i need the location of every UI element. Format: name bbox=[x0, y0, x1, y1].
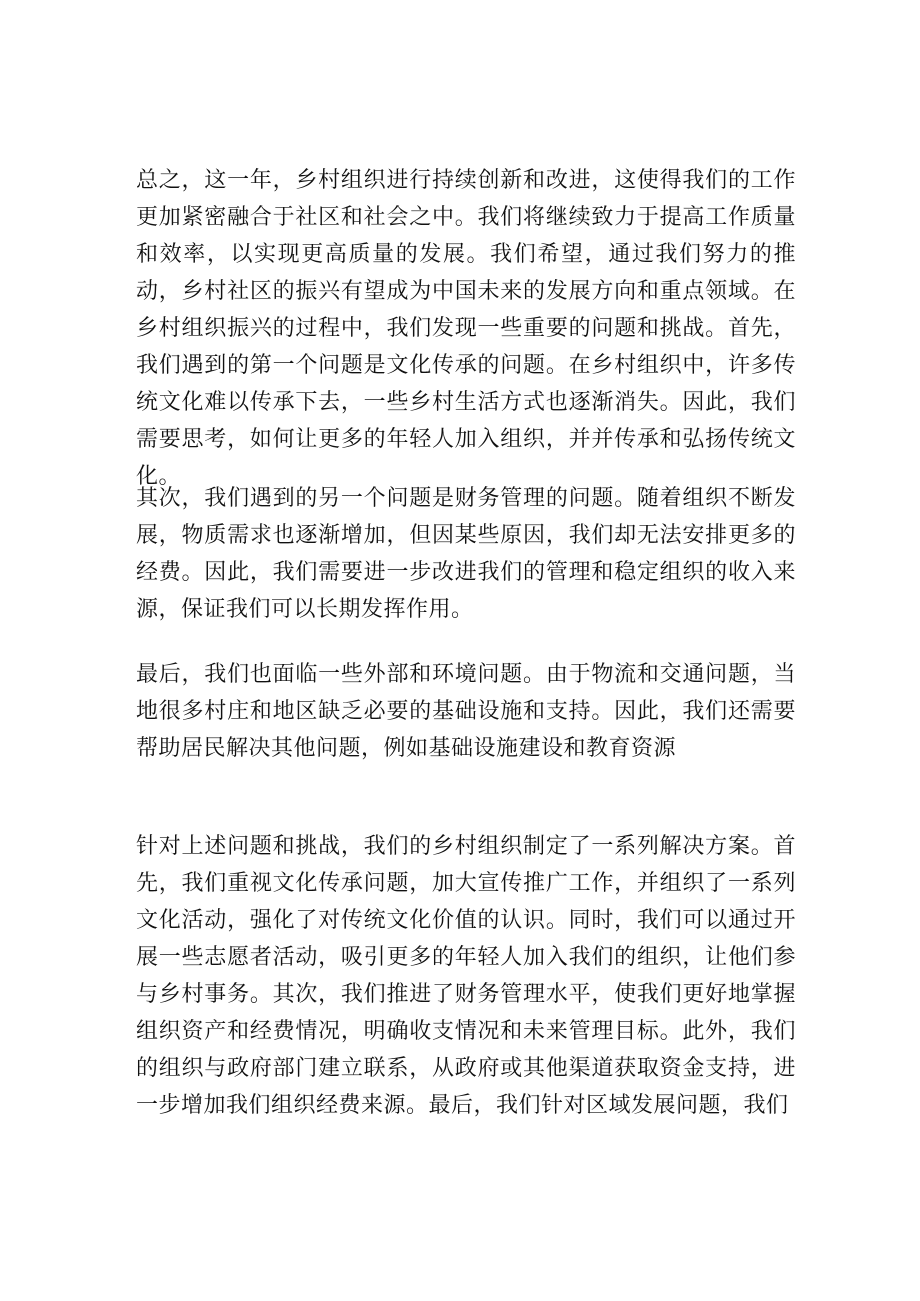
paragraph-solutions: 针对上述问题和挑战，我们的乡村组织制定了一系列解决方案。首先，我们重视文化传承问题，加大宣传推广工作，并组织了一系列文化活动，强化了对传统文化价值的认识。同时，我们可以通过开展一些志愿者活动，吸引更多的年轻人加入我们的组织，让他们参与乡村事务。其次，我们推进了财务管理水平，使我们更好地掌握组织资产和经费情况，明确收支情况和未来管理目标。此外，我们的组织与政府部门建立联系，从政府或其他渠道获取资金支持，进一步增加我们组织经费来源。最后，我们针对区域发展问题，我们 bbox=[136, 834, 796, 1118]
paragraph-external-issue: 最后，我们也面临一些外部和环境问题。由于物流和交通问题，当地很多村庄和地区缺乏必要的基础设施和支持。因此，我们还需要帮助居民解决其他问题，例如基础设施建设和教育资源 bbox=[136, 662, 796, 761]
paragraph-conclusion: 总之，这一年，乡村组织进行持续创新和改进，这使得我们的工作更加紧密融合于社区和社会之中。我们将继续致力于提高工作质量和效率，以实现更高质量的发展。我们希望，通过我们努力的推动，乡村社区的振兴有望成为中国未来的发展方向和重点领域。在乡村组织振兴的过程中，我们发现一些重要的问题和挑战。首先，我们遇到的第一个问题是文化传承的问题。在乡村组织中，许多传统文化难以传承下去，一些乡村生活方式也逐渐消失。因此，我们需要思考，如何让更多的年轻人加入组织，并并传承和弘扬传统文化。 bbox=[136, 168, 796, 489]
paragraph-financial-issue: 其次，我们遇到的另一个问题是财务管理的问题。随着组织不断发展，物质需求也逐渐增加，但因某些原因，我们却无法安排更多的经费。因此，我们需要进一步改进我们的管理和稳定组织的收入来源，保证我们可以长期发挥作用。 bbox=[136, 486, 796, 622]
